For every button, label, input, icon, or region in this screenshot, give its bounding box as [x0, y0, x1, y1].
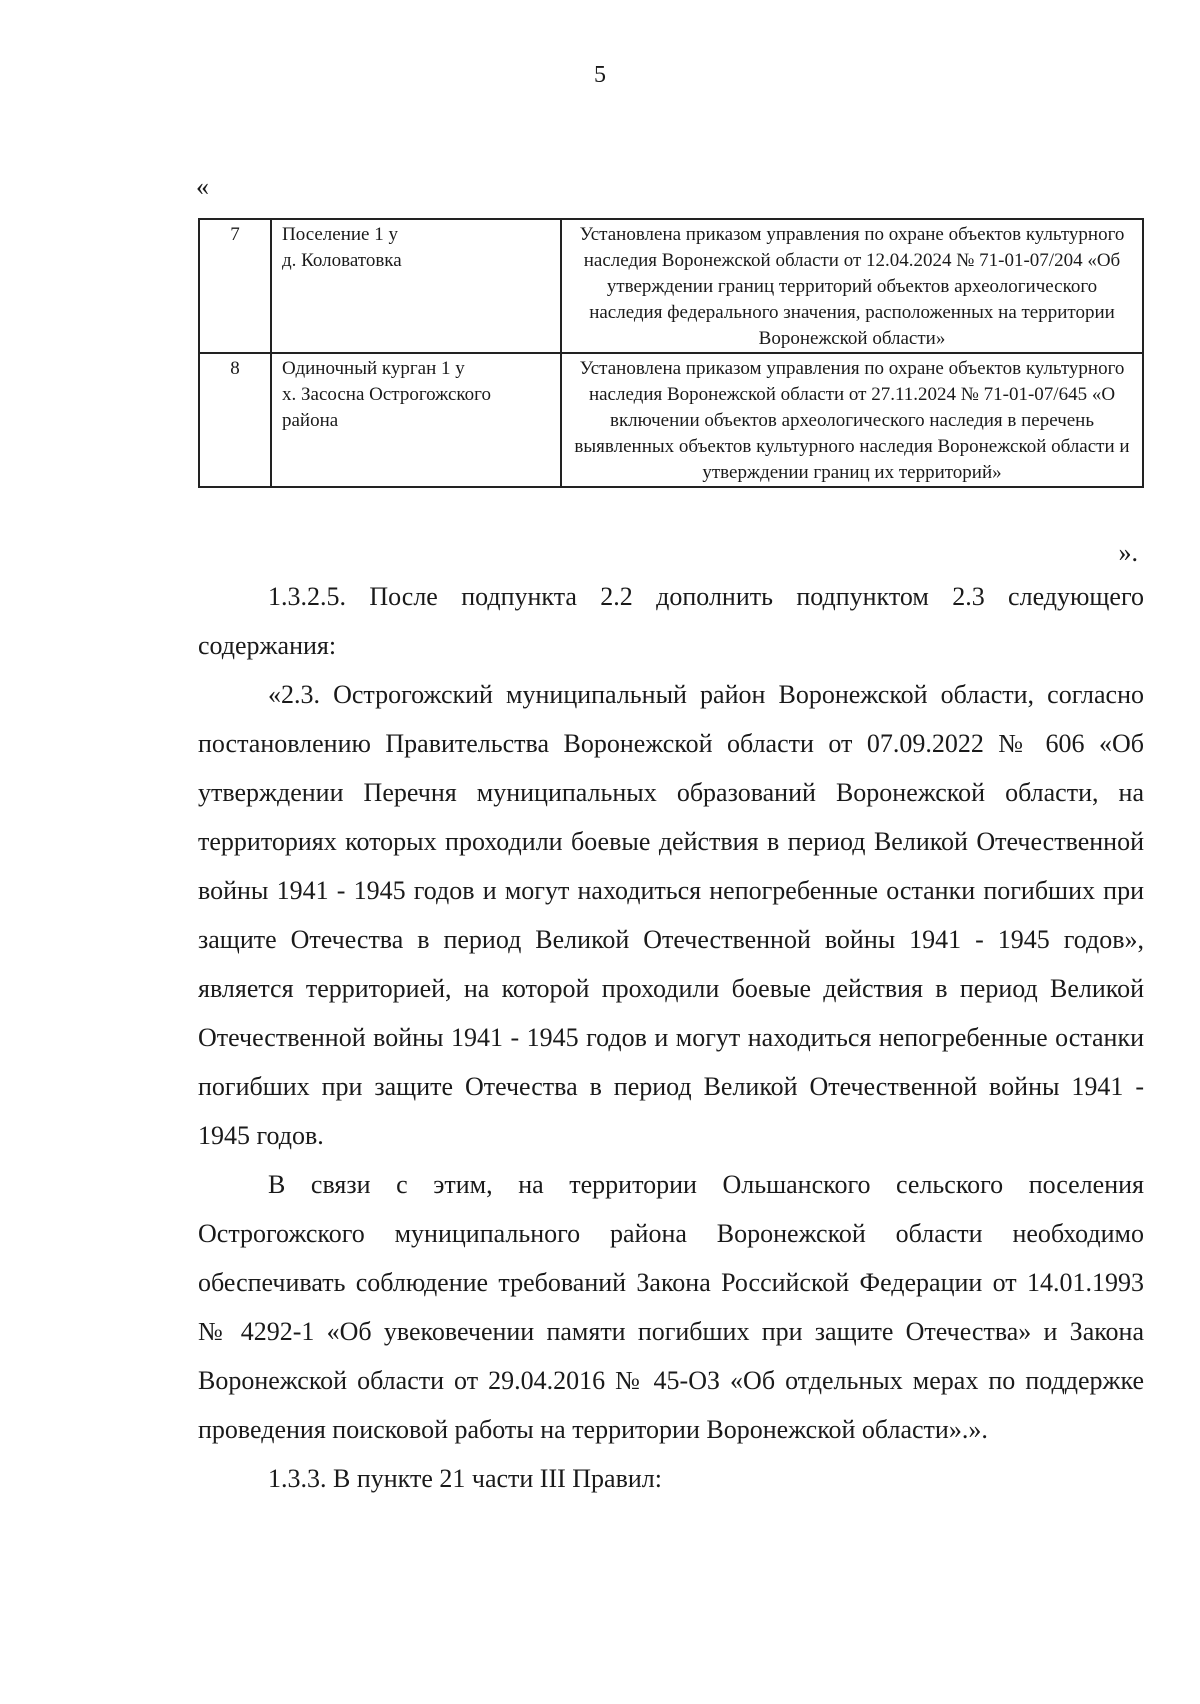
- paragraph-obligations: В связи с этим, на территории Ольшанского сельского поселения Острогожского муниципального района Воронежской области необходимо обеспечивать соблюдение требований Закона Российской Федерации от 14.01.1993 № 4292-1 «Об увековечении памяти погибших при защите Отечества» и Закона Воронежской области от 29.04.2016 № 45-ОЗ «Об отдельных мерах по поддержке проведения поисковой работы на территории Воронежской области».».: [198, 1170, 1144, 1444]
- boundary-basis-cell: Установлена приказом управления по охране объектов культурного наследия Воронежской области от 12.04.2024 № 71-01-07/204 «Об утверждении границ территорий объектов археологического наследия федерального значения, расположенных на территории Воронежской области»: [561, 219, 1143, 353]
- object-name-cell: [271, 219, 561, 353]
- paragraph-1-3-3: 1.3.3. В пункте 21 части III Правил:: [268, 1464, 662, 1493]
- table-close-quote: ».: [1118, 538, 1138, 567]
- table-open-quote: «: [196, 172, 209, 201]
- table-row: [199, 353, 1143, 487]
- table-row: [199, 219, 1143, 353]
- document-body: [198, 572, 1144, 1503]
- row-number: 7: [199, 219, 271, 353]
- object-name-line: района: [282, 410, 339, 431]
- boundary-basis-cell: Установлена приказом управления по охране объектов культурного наследия Воронежской области от 27.11.2024 № 71-01-07/645 «О включении объектов археологического наследия в перечень выявленных объектов культурного наследия Воронежской области и утверждении границ их территорий»: [561, 353, 1143, 487]
- object-name-line: Одиночный курган 1 у: [282, 358, 465, 379]
- object-name-line: х. Засосна Острогожского: [282, 384, 491, 405]
- row-number: 8: [199, 353, 271, 487]
- object-name-line: д. Коловатовка: [282, 250, 402, 271]
- page-number: 5: [594, 62, 606, 88]
- heritage-objects-table: [198, 218, 1144, 488]
- paragraph-1-3-2-5: 1.3.2.5. После подпункта 2.2 дополнить подпунктом 2.3 следующего содержания:: [198, 582, 1144, 660]
- paragraph-2-3: «2.3. Острогожский муниципальный район Воронежской области, согласно постановлению Правительства Воронежской области от 07.09.2022 № 606 «Об утверждении Перечня муниципальных образований Воронежской области, на территориях которых проходили боевые действия в период Великой Отечественной войны 1941 - 1945 годов и могут находиться непогребенные останки погибших при защите Отечества в период Великой Отечественной войны 1941 - 1945 годов», является территорией, на которой проходили боевые действия в период Великой Отечественной войны 1941 - 1945 годов и могут находиться непогребенные останки погибших при защите Отечества в период Великой Отечественной войны 1941 - 1945 годов.: [198, 680, 1144, 1150]
- object-name-cell: [271, 353, 561, 487]
- object-name-line: Поселение 1 у: [282, 224, 398, 245]
